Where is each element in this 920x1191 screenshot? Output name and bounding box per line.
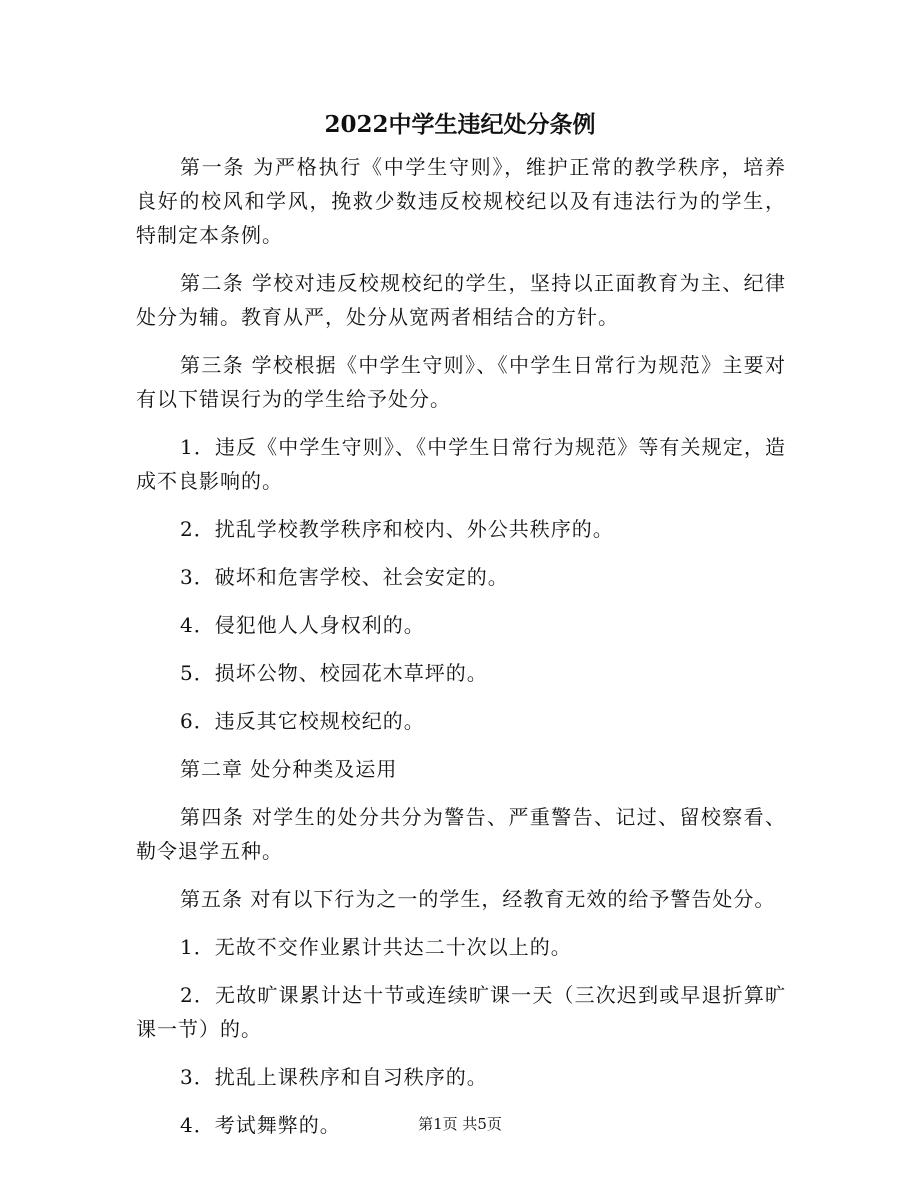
list-item-2: 2．扰乱学校教学秩序和校内、外公共秩序的。 [180, 517, 614, 541]
warning-item-3: 3．扰乱上课秩序和自习秩序的。 [180, 1065, 488, 1089]
list-item-5: 5．损坏公物、校园花木草坪的。 [180, 661, 488, 685]
list-item-4: 4．侵犯他人人身权利的。 [180, 613, 425, 637]
chapter-heading: 第二章 处分种类及运用 [180, 757, 398, 781]
list-item-1: 1．违反《中学生守则》、《中学生日常行为规范》等有关规定，造成不良影响的。 [136, 435, 786, 493]
paragraph-article-4: 第四条 对学生的处分共分为警告、严重警告、记过、留校察看、勒令退学五种。 [136, 805, 786, 863]
page-number: 第1页 共5页 [418, 1115, 502, 1133]
list-item-6: 6．违反其它校规校纪的。 [180, 709, 425, 733]
paragraph-article-1: 第一条 为严格执行《中学生守则》，维护正常的教学秩序，培养良好的校风和学风，挽救少数违反校规校纪以及有违法行为的学生，特制定本条例。 [136, 155, 786, 247]
paragraph-article-2: 第二条 学校对违反校规校纪的学生，坚持以正面教育为主、纪律处分为辅。教育从严，处分从宽两者相结合的方针。 [136, 271, 786, 329]
paragraph-article-3: 第三条 学校根据《中学生守则》、《中学生日常行为规范》主要对有以下错误行为的学生给予处分。 [136, 353, 786, 411]
warning-item-2: 2．无故旷课累计达十节或连续旷课一天（三次迟到或早退折算旷课一节）的。 [136, 983, 786, 1041]
document-body [136, 150, 786, 1156]
list-item-3: 3．破坏和危害学校、社会安定的。 [180, 565, 509, 589]
paragraph-article-5: 第五条 对有以下行为之一的学生，经教育无效的给予警告处分。 [180, 887, 776, 911]
warning-item-1: 1．无故不交作业累计共达二十次以上的。 [180, 935, 572, 959]
page-title: 2022中学生违纪处分条例 [324, 111, 596, 138]
warning-item-4: 4．考试舞弊的。 [180, 1113, 341, 1137]
